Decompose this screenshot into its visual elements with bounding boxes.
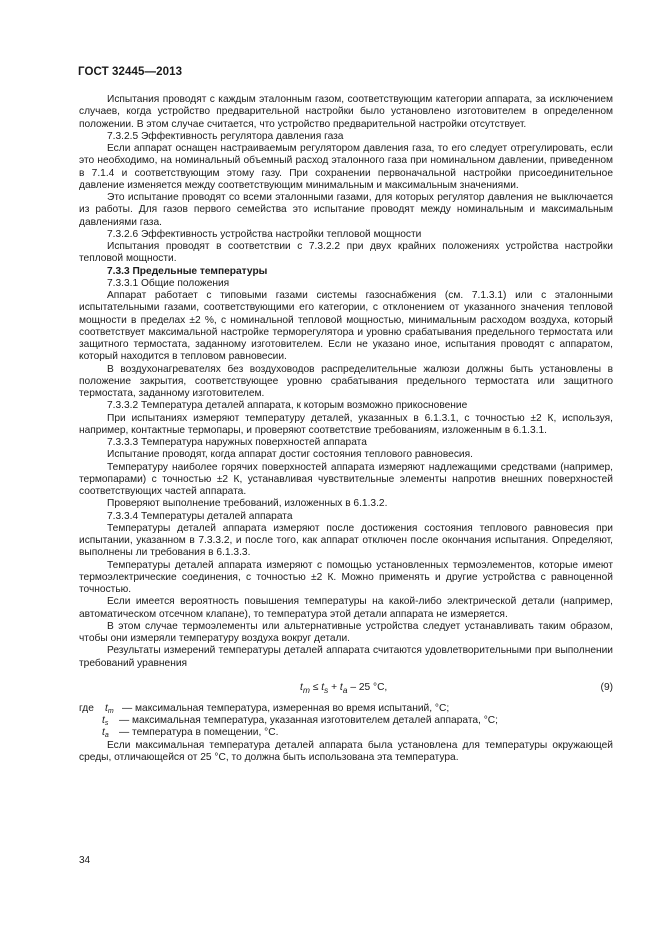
section-heading: 7.3.2.6 Эффективность устройства настройки тепловой мощности xyxy=(107,228,422,240)
paragraph: В этом случае термоэлементы или альтернативные устройства следует устанавливать таким образом, чтобы они измеряли температуру воздуха вокруг детали. xyxy=(79,620,613,644)
paragraph: Если аппарат оснащен настраиваемым регулятором давления газа, то его следует отрегулировать, если это необходимо, на номинальный объемный расход эталонного газа при номинальном давлении, приведенном в 7.1.4 и соответствующим этому газу. При сохранении первоначальной настройки присоединительное давление изменяется между соответствующим минимальным и максимальным значениями. xyxy=(79,143,613,191)
where-item xyxy=(79,703,613,715)
where-symbol: $t_s$ xyxy=(102,715,109,727)
paragraph: Температуры деталей аппарата измеряют с помощью установленных термоэлементов, которые имеют термоэлектрические соединения, с точностью ±2 К. Можно применять и другие устройства с равноценной точностью. xyxy=(79,559,613,595)
page-number: 34 xyxy=(79,855,91,866)
paragraph: Результаты измерений температуры деталей аппарата считаются удовлетворительными при выполнении требований уравнения xyxy=(79,645,613,669)
paragraph: В воздухонагревателях без воздуховодов распределительные жалюзи должны быть установлены в положение закрытия, соответствующее уровню срабатывания предельного термостата или защитного термостата, заданному изготовителем. xyxy=(79,363,613,399)
document-header: ГОСТ 32445—2013 xyxy=(78,66,183,78)
where-description: — температура в помещении, °C. xyxy=(119,727,279,739)
where-symbol: $t_a$ xyxy=(102,727,109,740)
section-heading: 7.3.3.3 Температура наружных поверхностей аппарата xyxy=(107,437,367,448)
where-lead: где xyxy=(79,702,94,714)
paragraph: При испытаниях измеряют температуру деталей, указанных в 6.1.3.1, с точностью ±2 К, используя, например, контактные термопары, и проверяют соответствие требованиям, изложенным в 6.1.3.1. xyxy=(79,412,613,436)
paragraph: Испытания проводят в соответствии с 7.3.2.2 при двух крайних положениях устройства настройки тепловой мощности. xyxy=(79,241,613,265)
section-heading-bold: 7.3.3 Предельные температуры xyxy=(107,265,268,277)
paragraph: Если максимальная температура деталей аппарата была установлена для температуры окружающей среды, отличающейся от 25 °C, то должна быть использована эта температура. xyxy=(79,739,613,763)
paragraph: Температуру наиболее горячих поверхностей аппарата измеряют надлежащими средствами (например, термопарами) с точностью ±2 К, устанавливая чувствительные элементы напротив внешних поверхностей соответствующих частей аппарата. xyxy=(79,461,613,497)
where-item xyxy=(79,727,613,739)
where-symbol: $t_m$ xyxy=(105,702,114,715)
section-heading: 7.3.3.1 Общие положения xyxy=(107,277,230,289)
paragraph: Испытания проводят с каждым эталонным газом, соответствующим категории аппарата, за исключением случаев, когда устройство предварительной настройки было установлено изготовителем в определенном положении. В этом случае считается, что устройство предварительной настройки отсутствует. xyxy=(79,94,613,130)
section-heading: 7.3.3.4 Температуры деталей аппарата xyxy=(107,510,293,522)
paragraph: Испытание проводят, когда аппарат достиг состояния теплового равновесия. xyxy=(107,449,473,461)
paragraph: Проверяют выполнение требований, изложенных в 6.1.3.2. xyxy=(107,498,388,510)
paragraph: Это испытание проводят со всеми эталонными газами, для которых регулятор давления не выключается из работы. Для газов первого семейства это испытание проводят между номинальным и максимальным давлениями газа. xyxy=(79,192,613,228)
where-description: — максимальная температура, измеренная во время испытаний, °C; xyxy=(122,702,450,714)
paragraph: Аппарат работает с типовыми газами системы газоснабжения (см. 7.1.3.1) или с эталонными испытательными газами, соответствующими его категории, с отклонением от указанного значения тепловой мощности в пределах ±2 %, с номинальной тепловой мощностью, минимальным расходом воздуха, который соответствует максимальной настройке терморегулятора и уровню срабатывания предельного термостата или защитного термостата, заданному изготовителем. Если не указано иное, испытания проводят с аппаратом, который находится в тепловом равновесии. xyxy=(79,290,613,363)
equation-expression: $t_m \le t_s + t_a - 25$ °C, xyxy=(300,681,388,695)
document-body xyxy=(79,94,613,764)
where-item xyxy=(79,715,613,727)
paragraph: Если имеется вероятность повышения температуры на какой-либо электрической детали (например, автоматическом отсечном клапане), то температура этой детали аппарата не измеряется. xyxy=(79,596,613,620)
section-heading: 7.3.3.2 Температура деталей аппарата, к которым возможно прикосновение xyxy=(107,400,468,412)
equation-9 xyxy=(79,680,613,696)
section-heading: 7.3.2.5 Эффективность регулятора давления газа xyxy=(107,130,344,142)
where-description: — максимальная температура, указанная изготовителем деталей аппарата, °C; xyxy=(119,715,498,726)
paragraph: Температуры деталей аппарата измеряют после достижения состояния теплового равновесия при испытании, указанном в 7.3.3.2, и после того, как аппарат отключен после окончания испытания. Определяют, выполнены ли требования в 6.1.3.3. xyxy=(79,522,613,559)
equation-number: (9) xyxy=(600,681,613,693)
